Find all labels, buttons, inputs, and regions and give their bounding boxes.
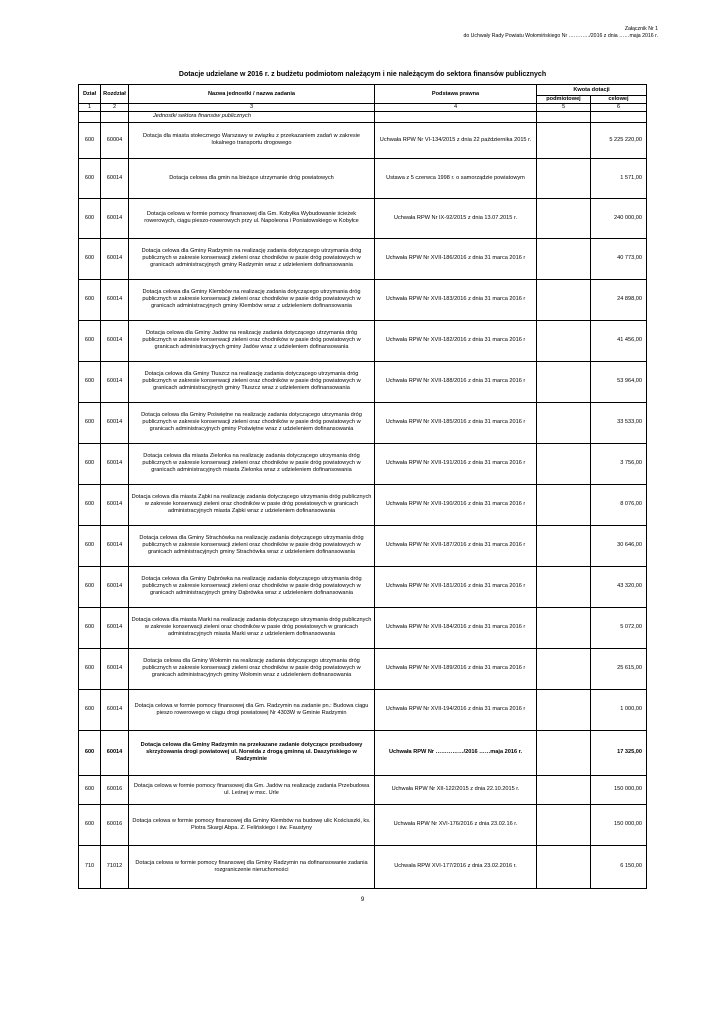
celowej-cell: 240 000,00: [591, 198, 647, 238]
legal-basis-cell: Uchwała RPW Nr ……………/2016 ……maja 2016 r.: [375, 730, 537, 775]
dzial-cell: 600: [79, 730, 101, 775]
celowej-cell: 25 615,00: [591, 648, 647, 689]
podmiotowej-cell: [537, 607, 591, 648]
dzial-cell: 600: [79, 689, 101, 730]
task-name-cell: Dotacja celowa dla Gminy Dąbrówka na realizację zadania dotyczącego utrzymania dróg publicznych w zakresie konserwacji zieleni oraz chodników w pasie dróg powiatowych w granicach administracyjnych gminy Dąbrówka wraz z udzieleniem dofinansowania: [129, 566, 375, 607]
rozdzial-cell: 60014: [101, 689, 129, 730]
legal-basis-cell: Ustawa z 5 czerwca 1998 r. o samorządzie powiatowym: [375, 158, 537, 198]
rozdzial-cell: 60014: [101, 648, 129, 689]
task-name-cell: Dotacja celowa dla gmin na bieżące utrzymanie dróg powiatowych: [129, 158, 375, 198]
column-number: 4: [375, 103, 537, 111]
legal-basis-cell: Uchwała RPW Nr IX-92/2015 z dnia 13.07.2015 r.: [375, 198, 537, 238]
page-number: 9: [360, 897, 365, 903]
dzial-cell: 600: [79, 525, 101, 566]
task-name-cell: Dotacja celowa dla Gminy Radzymin na przekazane zadanie dotyczące przebudowy skrzyżowania drogi powiatowej ul. Norwida z drogą gminną ul. Daszyńskiego w Radzyminie: [129, 730, 375, 775]
celowej-cell: 17 325,00: [591, 730, 647, 775]
table-row: [79, 158, 647, 198]
podmiotowej-cell: [537, 158, 591, 198]
podmiotowej-cell: [537, 845, 591, 888]
dzial-cell: 600: [79, 607, 101, 648]
legal-basis-cell: Uchwała RPW Nr XVII-194/2016 z dnia 31 marca 2016 r: [375, 689, 537, 730]
table-row: [79, 566, 647, 607]
table-row: [79, 845, 647, 888]
column-number: 5: [537, 103, 591, 111]
legal-basis-cell: Uchwała RPW Nr XVII-191/2016 z dnia 31 marca 2016 r: [375, 443, 537, 484]
celowej-cell: 24 898,00: [591, 279, 647, 320]
task-name-cell: Dotacja celowa dla Gminy Radzymin na realizację zadania dotyczącego utrzymania dróg publicznych w zakresie konserwacji zieleni oraz chodników w pasie dróg powiatowych w granicach administracyjnych gminy Radzymin wraz z udzieleniem dofinansowania: [129, 238, 375, 279]
task-name-cell: Dotacja celowa dla miasta Ząbki na realizację zadania dotyczącego utrzymania dróg publicznych w zakresie konserwacji zieleni oraz chodników w pasie dróg powiatowych w granicach administracyjnych miasta Ząbki wraz z udzieleniem dofinansowania: [129, 484, 375, 525]
podmiotowej-cell: [537, 566, 591, 607]
task-name-cell: Dotacja celowa dla Gminy Jadów na realizację zadania dotyczącego utrzymania dróg publicznych w zakresie konserwacji zieleni oraz chodników w pasie dróg powiatowych w granicach administracyjnych gminy Jadów wraz z udzieleniem dofinansowania: [129, 320, 375, 361]
task-name-cell: Dotacja celowa dla miasta Marki na realizację zadania dotyczącego utrzymania dróg publicznych w zakresie konserwacji zieleni oraz chodników w pasie dróg powiatowych w granicach administracyjnych miasta Marki wraz z udzieleniem dofinansowania: [129, 607, 375, 648]
podmiotowej-cell: [537, 730, 591, 775]
header-amount: Kwota dotacji: [537, 85, 647, 96]
header-basis: Podstawa prawna: [375, 85, 537, 104]
header-dzial: Dział: [79, 85, 101, 104]
legal-basis-cell: Uchwała RPW Nr XVII-186/2016 z dnia 31 marca 2016 r: [375, 238, 537, 279]
rozdzial-cell: 60014: [101, 279, 129, 320]
table-row: [79, 238, 647, 279]
table-row: [79, 320, 647, 361]
task-name-cell: Dotacja celowa w formie pomocy finansowej dla Gm. Kobyłka Wybudowanie ścieżek rowerowych, ciągu pieszo-rowerowych przy ul. Napoleona i Poniatowskiego w Kobyłce: [129, 198, 375, 238]
celowej-cell: 6 150,00: [591, 845, 647, 888]
rozdzial-cell: 60014: [101, 525, 129, 566]
dzial-cell: 600: [79, 158, 101, 198]
dzial-cell: 600: [79, 238, 101, 279]
celowej-cell: 41 456,00: [591, 320, 647, 361]
annex-label: Załącznik Nr 1: [624, 26, 658, 32]
rozdzial-cell: 60014: [101, 361, 129, 402]
table-row: [79, 607, 647, 648]
podmiotowej-cell: [537, 775, 591, 804]
annex-note: [463, 26, 658, 40]
task-name-cell: Dotacja dla miasta stołecznego Warszawy w związku z przekazaniem zadań w zakresie lokalnego transportu drogowego: [129, 122, 375, 158]
header-rozdzial: Rozdział: [101, 85, 129, 104]
dzial-cell: 710: [79, 845, 101, 888]
task-name-cell: Dotacja celowa w formie pomocy finansowej dla Gm. Jadów na realizację zadania Przebudowa ul. Leśnej w msc. Urle: [129, 775, 375, 804]
column-number: 3: [129, 103, 375, 111]
table-row: [79, 402, 647, 443]
podmiotowej-cell: [537, 279, 591, 320]
celowej-cell: 5 225 220,00: [591, 122, 647, 158]
legal-basis-cell: Uchwała RPW XVI-177/2016 z dnia 23.02.2016 r.: [375, 845, 537, 888]
dzial-cell: 600: [79, 402, 101, 443]
podmiotowej-cell: [537, 525, 591, 566]
podmiotowej-cell: [537, 198, 591, 238]
rozdzial-cell: 60016: [101, 804, 129, 845]
rozdzial-cell: 60004: [101, 122, 129, 158]
dzial-cell: 600: [79, 198, 101, 238]
celowej-cell: 150 000,00: [591, 804, 647, 845]
section-label: Jednostki sektora finansów publicznych: [129, 111, 375, 122]
dzial-cell: 600: [79, 484, 101, 525]
podmiotowej-cell: [537, 122, 591, 158]
rozdzial-cell: 71012: [101, 845, 129, 888]
table-row: [79, 730, 647, 775]
legal-basis-cell: Uchwała RPW Nr XVII-182/2016 z dnia 31 marca 2016 r: [375, 320, 537, 361]
podmiotowej-cell: [537, 648, 591, 689]
table-row: [79, 198, 647, 238]
task-name-cell: Dotacja celowa dla Gminy Wołomin na realizację zadania dotyczącego utrzymania dróg publicznych w zakresie konserwacji zieleni oraz chodników w pasie dróg powiatowych w granicach administracyjnych gminy Wołomin wraz z udzieleniem dofinansowania: [129, 648, 375, 689]
rozdzial-cell: 60016: [101, 775, 129, 804]
legal-basis-cell: Uchwała RPW Nr XVII-189/2016 z dnia 31 marca 2016 r: [375, 648, 537, 689]
header-podmiotowej: podmiotowej: [537, 96, 591, 104]
legal-basis-cell: Uchwała RPW Nr XVII-190/2016 z dnia 31 marca 2016 r: [375, 484, 537, 525]
rozdzial-cell: 60014: [101, 607, 129, 648]
celowej-cell: 8 076,00: [591, 484, 647, 525]
task-name-cell: Dotacja celowa dla Gminy Tłuszcz na realizację zadania dotyczącego utrzymania dróg publicznych w zakresie konserwacji zieleni oraz chodników w pasie dróg powiatowych w granicach administracyjnych gminy Tłuszcz wraz z udzieleniem dofinansowania: [129, 361, 375, 402]
legal-basis-cell: Uchwała RPW Nr XVII-183/2016 z dnia 31 marca 2016 r: [375, 279, 537, 320]
rozdzial-cell: 60014: [101, 238, 129, 279]
legal-basis-cell: Uchwała RPW Nr XVI-176/2016 z dnia 23.02.16 r.: [375, 804, 537, 845]
header-name: Nazwa jednostki / nazwa zadania: [129, 85, 375, 104]
table-row: [79, 361, 647, 402]
celowej-cell: 43 320,00: [591, 566, 647, 607]
task-name-cell: Dotacja celowa w formie pomocy finansowej dla Gm. Radzymin na zadanie pn.: Budowa ciągu pieszo rowerowego w ciągu drogi powiatowej Nr 4303W w Gminie Radzymin: [129, 689, 375, 730]
rozdzial-cell: 60014: [101, 566, 129, 607]
dzial-cell: 600: [79, 775, 101, 804]
dzial-cell: 600: [79, 804, 101, 845]
podmiotowej-cell: [537, 238, 591, 279]
task-name-cell: Dotacja celowa w formie pomocy finansowej dla Gminy Radzymin na dofinansowanie zadania rozgraniczenie nieruchomości: [129, 845, 375, 888]
legal-basis-cell: Uchwała RPW Nr XII-122/2015 z dnia 22.10.2015 r.: [375, 775, 537, 804]
celowej-cell: 1 571,00: [591, 158, 647, 198]
rozdzial-cell: 60014: [101, 158, 129, 198]
annex-reference: do Uchwały Rady Powiatu Wołomińskiego Nr …………/2016 z dnia ……maja 2016 r.: [463, 33, 658, 39]
dzial-cell: 600: [79, 279, 101, 320]
legal-basis-cell: Uchwała RPW Nr XVII-181/2016 z dnia 31 marca 2016 r: [375, 566, 537, 607]
task-name-cell: Dotacja celowa dla Gminy Klembów na realizację zadania dotyczącego utrzymania dróg publicznych w zakresie konserwacji zieleni oraz chodników w pasie dróg powiatowych w granicach administracyjnych gminy Klembów wraz z udzieleniem dofinansowania: [129, 279, 375, 320]
dzial-cell: 600: [79, 122, 101, 158]
celowej-cell: 3 756,00: [591, 443, 647, 484]
celowej-cell: 1 000,00: [591, 689, 647, 730]
celowej-cell: 53 964,00: [591, 361, 647, 402]
table-row: [79, 648, 647, 689]
legal-basis-cell: Uchwała RPW Nr XVII-185/2016 z dnia 31 marca 2016 r: [375, 402, 537, 443]
celowej-cell: 40 773,00: [591, 238, 647, 279]
task-name-cell: Dotacja celowa dla Gminy Strachówka na realizację zadania dotyczącego utrzymania dróg publicznych w zakresie konserwacji zieleni oraz chodników w pasie dróg powiatowych w granicach administracyjnych gminy Strachówka wraz z udzieleniem dofinansowania: [129, 525, 375, 566]
dzial-cell: 600: [79, 320, 101, 361]
celowej-cell: 150 000,00: [591, 775, 647, 804]
podmiotowej-cell: [537, 689, 591, 730]
legal-basis-cell: Uchwała RPW Nr VI-134/2015 z dnia 22 października 2015 r.: [375, 122, 537, 158]
task-name-cell: Dotacja celowa dla miasta Zielonka na realizację zadania dotyczącego utrzymania dróg publicznych w zakresie konserwacji zieleni oraz chodników w pasie dróg powiatowych w granicach administracyjnych miasta Zielonka wraz z udzieleniem dofinansowania: [129, 443, 375, 484]
table-row: [79, 525, 647, 566]
rozdzial-cell: 60014: [101, 198, 129, 238]
table-row: [79, 484, 647, 525]
dzial-cell: 600: [79, 648, 101, 689]
dzial-cell: 600: [79, 443, 101, 484]
table-row: [79, 804, 647, 845]
task-name-cell: Dotacja celowa w formie pomocy finansowej dla Gminy Klembów na budowę ulic Kościuszki, ks. Piotra Skargi Abpa. Z. Felińskiego i św. Faustyny: [129, 804, 375, 845]
rozdzial-cell: 60014: [101, 443, 129, 484]
column-number: 2: [101, 103, 129, 111]
table-row: [79, 122, 647, 158]
task-name-cell: Dotacja celowa dla Gminy Poświętne na realizację zadania dotyczącego utrzymania dróg publicznych w zakresie konserwacji zieleni oraz chodników w pasie dróg powiatowych w granicach administracyjnych gminy Poświętne wraz z udzieleniem dofinansowania: [129, 402, 375, 443]
podmiotowej-cell: [537, 320, 591, 361]
podmiotowej-cell: [537, 804, 591, 845]
celowej-cell: 30 646,00: [591, 525, 647, 566]
podmiotowej-cell: [537, 484, 591, 525]
rozdzial-cell: 60014: [101, 402, 129, 443]
table-row: [79, 443, 647, 484]
column-number: 1: [79, 103, 101, 111]
grants-table: [78, 84, 647, 889]
table-row: [79, 279, 647, 320]
podmiotowej-cell: [537, 361, 591, 402]
celowej-cell: 5 072,00: [591, 607, 647, 648]
legal-basis-cell: Uchwała RPW Nr XVII-184/2016 z dnia 31 marca 2016 r: [375, 607, 537, 648]
document-title: Dotacje udzielane w 2016 r. z budżetu podmiotom należącym i nie należącym do sektora finansów publicznych: [178, 71, 547, 78]
dzial-cell: 600: [79, 361, 101, 402]
dzial-cell: 600: [79, 566, 101, 607]
header-celowej: celowej: [591, 96, 647, 104]
rozdzial-cell: 60014: [101, 484, 129, 525]
table-row: [79, 775, 647, 804]
table-row: [79, 689, 647, 730]
rozdzial-cell: 60014: [101, 730, 129, 775]
podmiotowej-cell: [537, 402, 591, 443]
table-body: [79, 122, 647, 888]
podmiotowej-cell: [537, 443, 591, 484]
rozdzial-cell: 60014: [101, 320, 129, 361]
legal-basis-cell: Uchwała RPW Nr XVII-188/2016 z dnia 31 marca 2016 r: [375, 361, 537, 402]
legal-basis-cell: Uchwała RPW Nr XVII-187/2016 z dnia 31 marca 2016 r: [375, 525, 537, 566]
column-number: 6: [591, 103, 647, 111]
celowej-cell: 33 533,00: [591, 402, 647, 443]
